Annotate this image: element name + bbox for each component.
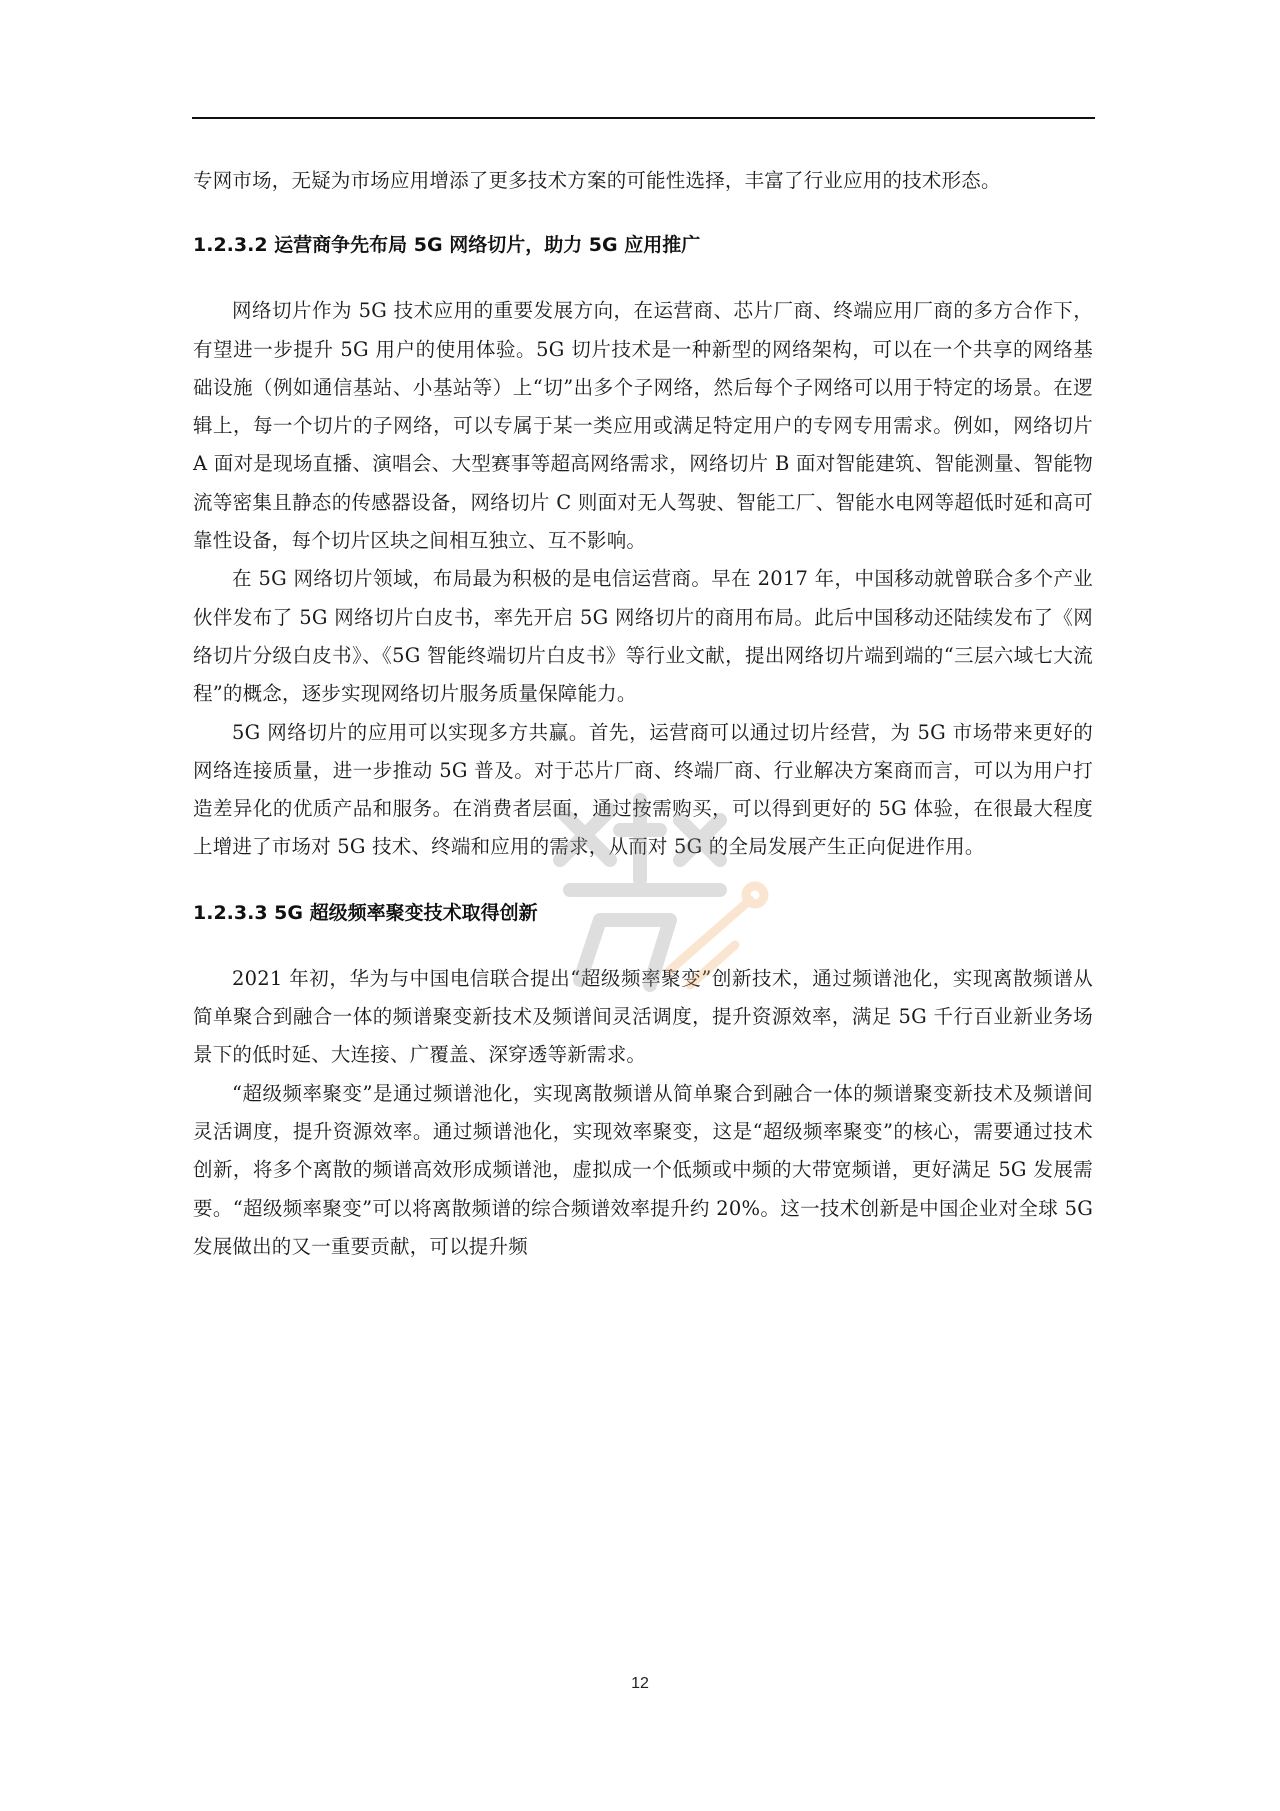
section-heading-1-2-3-3: 1.2.3.3 5G 超级频率聚变技术取得创新 [193,901,538,924]
page-number: 12 [631,1675,649,1692]
page-content [193,162,1093,1266]
intro-paragraph: 专网市场，无疑为市场应用增添了更多技术方案的可能性选择，丰富了行业应用的技术形态。 [193,169,1001,192]
header-rule [192,117,1095,119]
section-1-paragraph-1: 网络切片作为 5G 技术应用的重要发展方向，在运营商、芯片厂商、终端应用厂商的多方合作下，有望进一步提升 5G 用户的使用体验。5G 切片技术是一种新型的网络架构，可以在一个共享的网络基础设施（例如通信基站、小基站等）上“切”出多个子网络，然后每个子网络可以用于特定的场景。在逻辑上，每一个切片的子网络，可以专属于某一类应用或满足特定用户的专网专用需求。例如，网络切片 A 面对是现场直播、演唱会、大型赛事等超高网络需求，网络切片 B 面对智能建筑、智能测量、智能物流等密集且静态的传感器设备，网络切片 C 则面对无人驾驶、智能工厂、智能水电网等超低时延和高可靠性设备，每个切片区块之间相互独立、互不影响。 [193,299,1093,553]
section-1-paragraph-3: 5G 网络切片的应用可以实现多方共赢。首先，运营商可以通过切片经营，为 5G 市场带来更好的网络连接质量，进一步推动 5G 普及。对于芯片厂商、终端厂商、行业解决方案商而言，可以为用户打造差异化的优质产品和服务。在消费者层面，通过按需购买，可以得到更好的 5G 体验，在很最大程度上增进了市场对 5G 技术、终端和应用的需求，从而对 5G 的全局发展产生正向促进作用。 [193,720,1093,859]
section-2-paragraph-1: 2021 年初，华为与中国电信联合提出“超级频率聚变”创新技术，通过频谱池化，实现离散频谱从简单聚合到融合一体的频谱聚变新技术及频谱间灵活调度，提升资源效率，满足 5G 千行百业新业务场景下的低时延、大连接、广覆盖、深穿透等新需求。 [193,966,1093,1067]
section-2-paragraph-2: “超级频率聚变”是通过频谱池化，实现离散频谱从简单聚合到融合一体的频谱聚变新技术及频谱间灵活调度，提升资源效率。通过频谱池化，实现效率聚变，这是“超级频率聚变”的核心，需要通过技术创新，将多个离散的频谱高效形成频谱池，虚拟成一个低频或中频的大带宽频谱，更好满足 5G 发展需要。“超级频率聚变”可以将离散频谱的综合频谱效率提升约 20%。这一技术创新是中国企业对全球 5G 发展做出的又一重要贡献，可以提升频 [193,1081,1093,1258]
section-1-paragraph-2: 在 5G 网络切片领域，布局最为积极的是电信运营商。早在 2017 年，中国移动就曾联合多个产业伙伴发布了 5G 网络切片白皮书，率先开启 5G 网络切片的商用布局。此后中国移动还陆续发布了《网络切片分级白皮书》、《5G 智能终端切片白皮书》等行业文献，提出网络切片端到端的“三层六域七大流程”的概念，逐步实现网络切片服务质量保障能力。 [193,567,1093,706]
section-heading-1-2-3-2: 1.2.3.2 运营商争先布局 5G 网络切片，助力 5G 应用推广 [193,234,701,257]
